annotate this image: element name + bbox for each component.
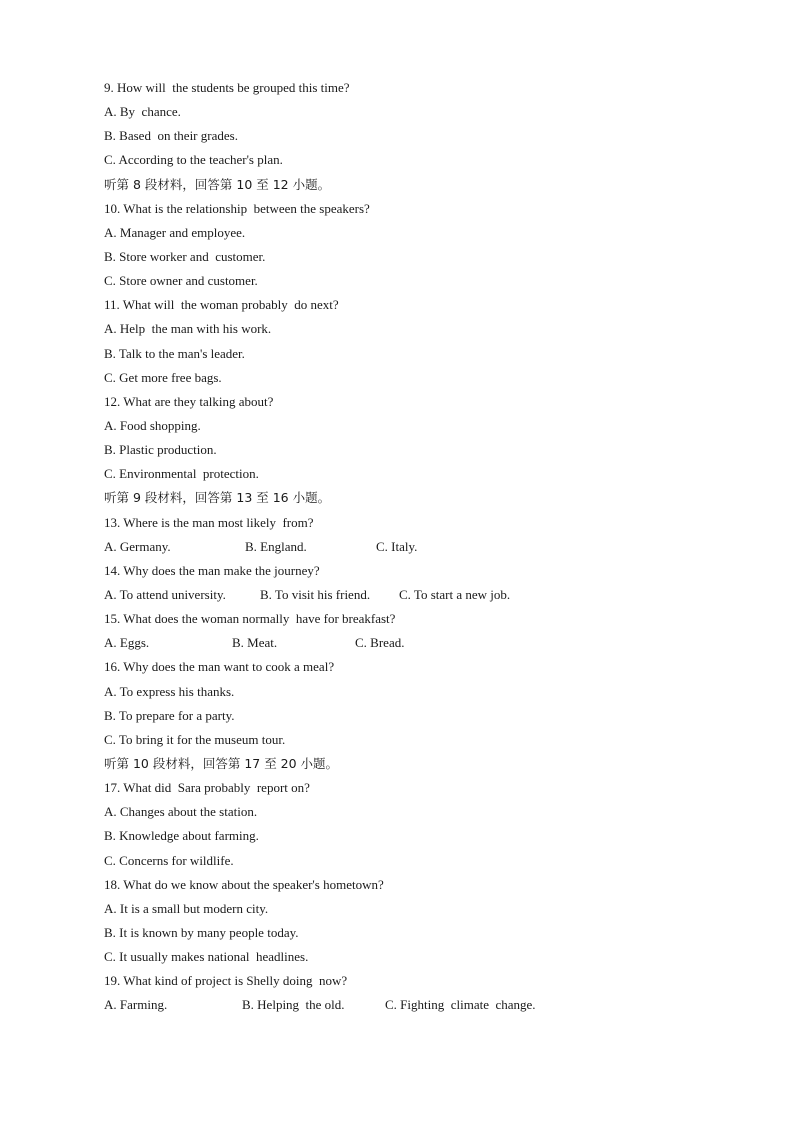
option-18a: A. It is a small but modern city.: [104, 900, 269, 916]
option-17b: B. Knowledge about farming.: [104, 828, 259, 844]
option-10a: A. Manager and employee.: [104, 224, 246, 240]
question-10: 10. What is the relationship between the speakers?: [104, 200, 370, 216]
option-15c: C. Bread.: [355, 635, 405, 651]
option-18b: B. It is known by many people today.: [104, 924, 299, 940]
question-list: [104, 76, 744, 1017]
option-16a: A. To express his thanks.: [104, 683, 235, 699]
option-19b: B. Helping the old.: [242, 997, 345, 1013]
option-12c: C. Environmental protection.: [104, 466, 259, 482]
section-heading-10: 听第 10 段材料，回答第 17 至 20 小题。: [104, 755, 339, 771]
options-15: [104, 631, 744, 655]
option-19c: C. Fighting climate change.: [385, 997, 536, 1013]
option-17c: C. Concerns for wildlife.: [104, 852, 234, 868]
question-18: 18. What do we know about the speaker's hometown?: [104, 876, 384, 892]
question-14: 14. Why does the man make the journey?: [104, 562, 320, 578]
question-13: 13. Where is the man most likely from?: [104, 514, 314, 530]
option-14b: B. To visit his friend.: [260, 586, 371, 602]
question-17: 17. What did Sara probably report on?: [104, 780, 310, 796]
option-13a: A. Germany.: [104, 538, 171, 554]
option-16c: C. To bring it for the museum tour.: [104, 731, 286, 747]
option-9b: B. Based on their grades.: [104, 128, 238, 144]
question-12: 12. What are they talking about?: [104, 393, 274, 409]
option-9a: A. By chance.: [104, 104, 181, 120]
option-18c: C. It usually makes national headlines.: [104, 949, 309, 965]
section-heading-9: 听第 9 段材料，回答第 13 至 16 小题。: [104, 490, 331, 506]
option-12b: B. Plastic production.: [104, 442, 217, 458]
option-19a: A. Farming.: [104, 997, 168, 1013]
question-9: 9. How will the students be grouped this time?: [104, 80, 350, 95]
question-15: 15. What does the woman normally have for breakfast?: [104, 611, 396, 627]
option-11c: C. Get more free bags.: [104, 369, 222, 385]
options-13: [104, 535, 744, 559]
option-11b: B. Talk to the man's leader.: [104, 345, 245, 361]
options-14: [104, 583, 744, 607]
option-14c: C. To start a new job.: [399, 586, 511, 602]
option-10b: B. Store worker and customer.: [104, 248, 266, 264]
question-11: 11. What will the woman probably do next?: [104, 297, 339, 313]
section-heading-8: 听第 8 段材料，回答第 10 至 12 小题。: [104, 176, 331, 192]
option-13b: B. England.: [245, 538, 307, 554]
options-19: [104, 993, 744, 1017]
option-17a: A. Changes about the station.: [104, 804, 258, 820]
option-10c: C. Store owner and customer.: [104, 273, 258, 289]
question-16: 16. Why does the man want to cook a meal?: [104, 659, 335, 675]
option-13c: C. Italy.: [376, 538, 418, 554]
option-16b: B. To prepare for a party.: [104, 707, 235, 723]
option-12a: A. Food shopping.: [104, 417, 201, 433]
option-9c: C. According to the teacher's plan.: [104, 152, 283, 168]
option-14a: A. To attend university.: [104, 586, 226, 602]
question-19: 19. What kind of project is Shelly doing now?: [104, 973, 348, 989]
option-11a: A. Help the man with his work.: [104, 321, 272, 337]
option-15b: B. Meat.: [232, 635, 278, 651]
option-15a: A. Eggs.: [104, 635, 150, 651]
